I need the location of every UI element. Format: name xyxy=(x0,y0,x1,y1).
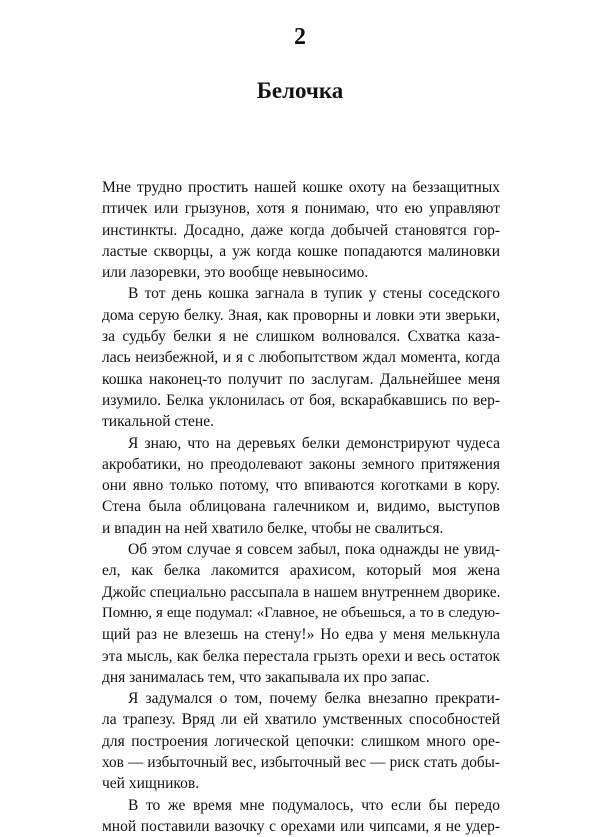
text-line: акробатики, но преодолевают законы земного притяжения xyxy=(102,455,500,473)
text-line: В то же время мне подумалось, что если бы передо xyxy=(128,796,500,814)
text-line: или лазоревки, это вообще невыносимо. xyxy=(102,264,369,282)
text-line: щий раз не влезешь на стену!» Но едва у меня мелькнула xyxy=(102,626,500,644)
chapter-title: Белочка xyxy=(256,78,344,103)
text-line: за судьбу белки я не слишком волновался. Схватка каза- xyxy=(102,328,500,346)
text-line: Об этом случае я совсем забыл, пока однажды не увид- xyxy=(128,541,500,559)
text-line: лась неизбежной, и я с любопытством ждал момента, когда xyxy=(102,349,500,367)
text-line: Джойс специально рассыпала в нашем внутреннем дворике. xyxy=(102,583,501,601)
text-line: ел, как белка лакомится арахисом, который моя жена xyxy=(102,562,500,580)
text-line: кошка наконец-то получит по заслугам. Дальнейшее меня xyxy=(102,370,500,388)
text-line: птичек или грызунов, хотя я понимаю, что ею управляют xyxy=(102,200,500,218)
text-line: Помню, я еще подумал: «Главное, не объешься, а то в следую- xyxy=(102,604,500,621)
text-line: чей хищников. xyxy=(102,775,200,793)
text-line: Я знаю, что на деревьях белки демонстрируют чудеса xyxy=(128,434,500,452)
text-line: они явно только потому, что впиваются коготками в кору. xyxy=(102,477,500,495)
chapter-number: 2 xyxy=(294,24,306,50)
text-line: эта мысль, как белка перестала грызть орехи и весь остаток xyxy=(102,647,500,665)
text-line: хов — избыточный вес, избыточный вес — риск стать добы- xyxy=(102,754,500,772)
text-line: изумило. Белка уклонилась от боя, вскарабкавшись по вер- xyxy=(102,391,500,409)
text-line: тикальной стене. xyxy=(102,413,214,431)
chapter-body xyxy=(102,177,500,837)
text-line: Я задумался о том, почему белка внезапно прекрати- xyxy=(128,690,500,708)
text-line: В тот день кошка загнала в тупик у стены соседского xyxy=(128,285,500,303)
text-line: инстинкты. Досадно, даже когда добычей становятся гор- xyxy=(102,221,500,239)
text-line: Мне трудно простить нашей кошке охоту на беззащитных xyxy=(102,179,500,196)
text-line: ластые скворцы, а уж когда кошке попадаются малиновки xyxy=(102,242,500,260)
text-line: для построения логической цепочки: слишком много оре- xyxy=(102,732,500,750)
text-line: и впадин на ней хватило белке, чтобы не свалиться. xyxy=(102,519,444,537)
text-line: Стена была облицована галечником и, видимо, выступов xyxy=(102,498,500,516)
text-line: дома серую белку. Зная, как проворны и ловки эти зверьки, xyxy=(102,306,500,324)
text-line: дня занималась тем, что закапывала их про запас. xyxy=(102,668,430,686)
text-line: ла трапезу. Вряд ли ей хватило умственных способностей xyxy=(102,711,500,729)
text-line: мной поставили вазочку с орехами или чипсами, я не удер- xyxy=(102,817,500,835)
